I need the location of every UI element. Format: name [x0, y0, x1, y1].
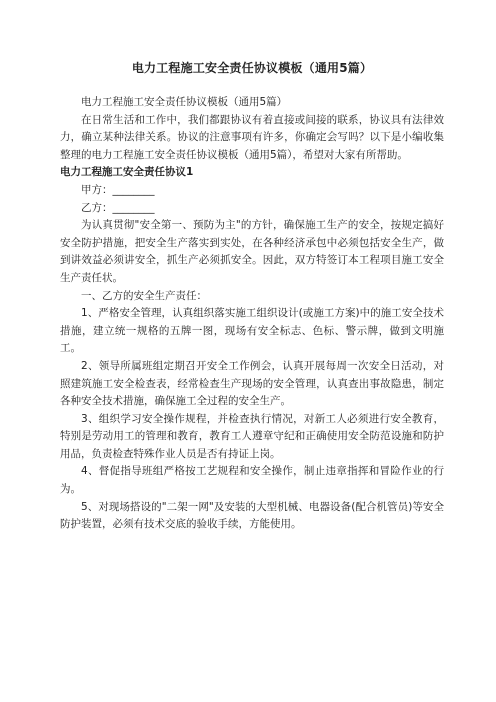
- body-item-4: 4、督促指导班组严格按工艺规程和安全操作，制止违章指挥和冒险作业的行为。: [60, 465, 444, 496]
- body-paragraph-purpose: 为认真贯彻"安全第一、预防为主"的方针，确保施工生产的安全，按规定搞好安全防护措施，把安全生产落实到实处，在各种经济承包中必须包括安全生产，做到讲效益必须讲安全，抓生产必须抓安全。因此，双方特签订本工程项目施工安全生产责任状。: [60, 219, 444, 284]
- party-a-line: 甲方：________: [81, 183, 155, 196]
- body-item-3: 3、组织学习安全操作规程，并检查执行情况，对新工人必须进行安全教育，特别是劳动用工的管理和教育，教育工人遵章守纪和正确使用安全防范设施和防护用品，负责检查特殊作业人员是否有持证上岗。: [60, 412, 444, 460]
- intro-paragraph: 在日常生活和工作中，我们都跟协议有着直接或间接的联系，协议具有法律效力，确立某种法律关系。协议的注意事项有许多，你确定会写吗？以下是小编收集整理的电力工程施工安全责任协议模板（通用5篇），希望对大家有所帮助。: [60, 113, 444, 161]
- intro-title-repeat: 电力工程施工安全责任协议模板（通用5篇）: [81, 96, 288, 108]
- body-item-5: 5、对现场搭设的"二架一网"及安装的大型机械、电器设备(配合机管员)等安全防护装置，必须有技术交底的验收手续，方能使用。: [60, 500, 444, 531]
- body-item-1: 1、严格安全管理，认真组织落实施工组织设计(或施工方案)中的施工安全技术措施，建立统一规格的五牌一图，现场有安全标志、色标、警示牌，做到文明施工。: [60, 307, 444, 355]
- document-title: 电力工程施工安全责任协议模板（通用5篇）: [131, 61, 373, 75]
- body-subheading-party-b-duties: 一、乙方的安全生产责任：: [81, 289, 207, 302]
- section-heading: 电力工程施工安全责任协议1: [60, 166, 194, 179]
- body-item-2: 2、领导所属班组定期召开安全工作例会，认真开展每周一次安全日活动，对照建筑施工安全检查表，经常检查生产现场的安全管理，认真查出事故隐患，制定各种安全技术措施，确保施工全过程的安全生产。: [60, 359, 444, 408]
- party-b-line: 乙方：________: [81, 201, 155, 214]
